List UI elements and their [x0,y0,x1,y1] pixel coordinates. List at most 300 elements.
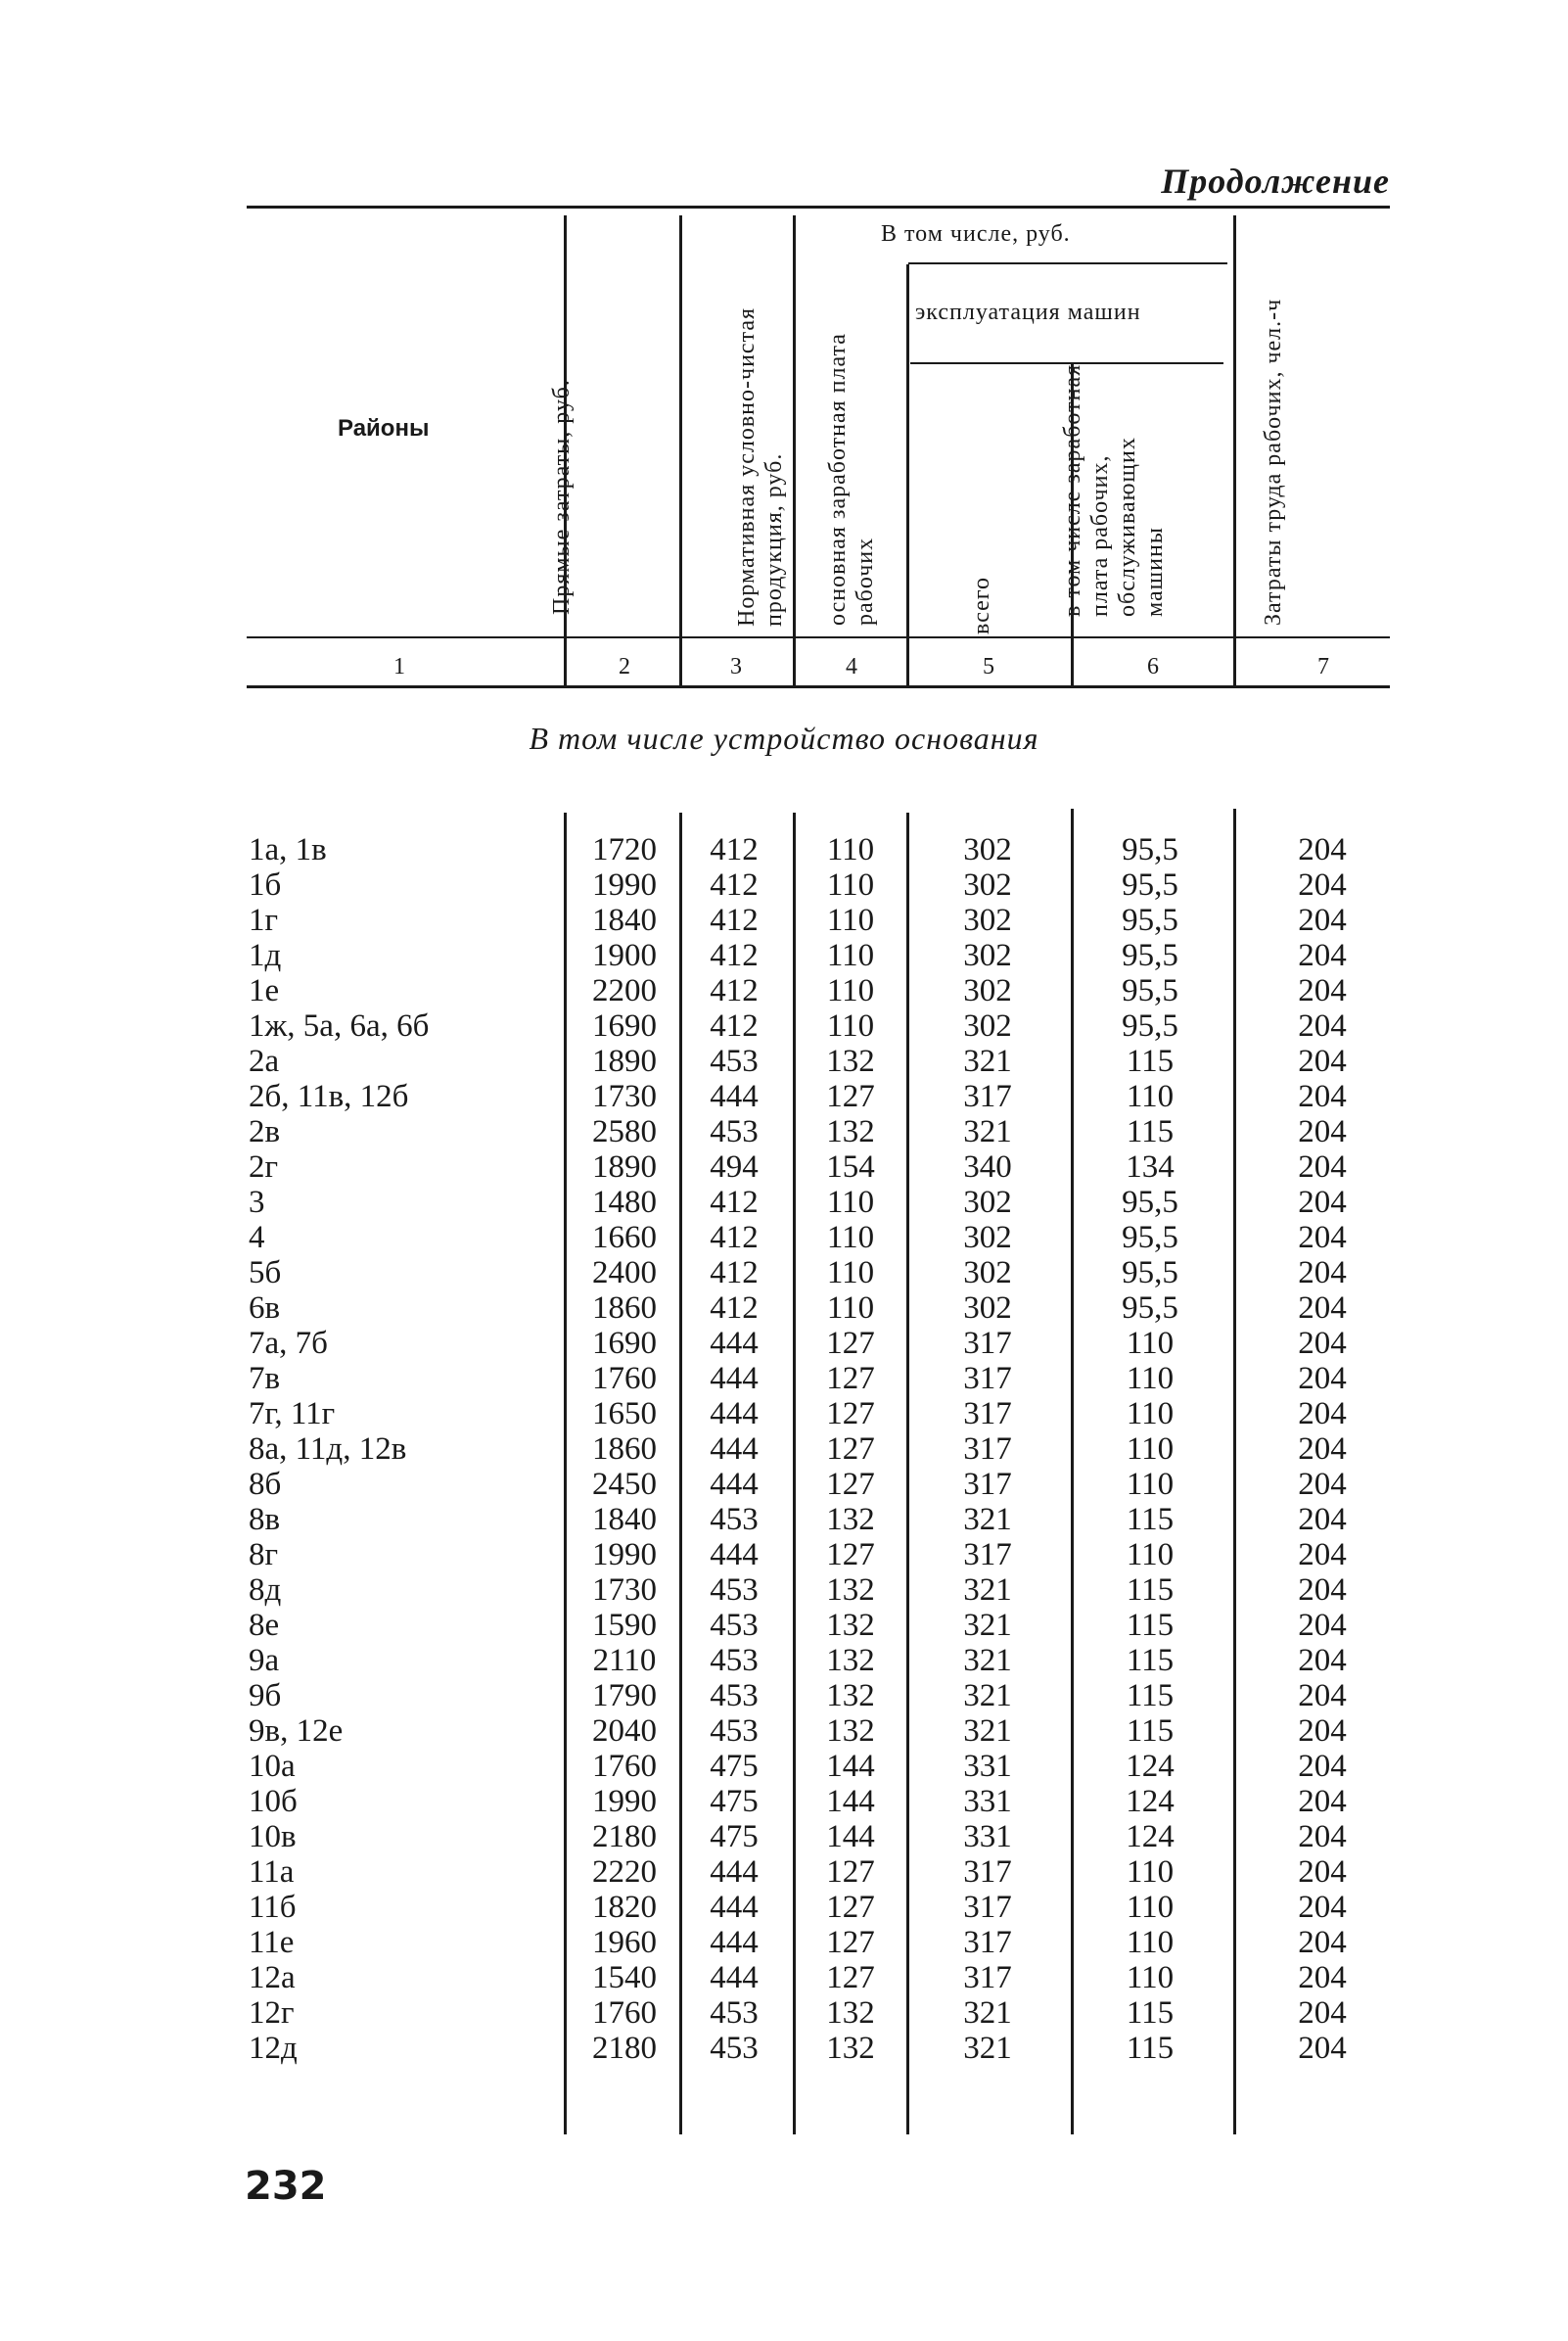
base-wages-cell: 132 [826,1044,875,1079]
region-cell: 2г [249,1149,279,1185]
machine-total-cell: 302 [963,938,1012,973]
labor-costs-cell: 204 [1298,1572,1347,1608]
region-cell: 8в [249,1502,281,1537]
table-row [0,903,1568,938]
machine-wages-cell: 115 [1126,1502,1175,1537]
base-wages-cell: 110 [826,1220,875,1255]
region-cell: 10в [249,1819,297,1854]
machine-wages-cell: 95,5 [1122,938,1178,973]
normative-output-cell: 444 [710,1537,759,1572]
machine-wages-cell: 95,5 [1122,1290,1178,1326]
labor-costs-cell: 204 [1298,1431,1347,1467]
table-row [0,1643,1568,1678]
column-number-6: 6 [1147,654,1159,679]
direct-costs-cell: 1480 [592,1185,657,1220]
labor-costs-cell: 204 [1298,1079,1347,1114]
machine-total-cell: 317 [963,1467,1012,1502]
header-regions: Районы [338,415,430,442]
normative-output-cell: 444 [710,1431,759,1467]
machine-wages-cell: 110 [1126,1396,1175,1431]
header-base-wages: основная заработная плата рабочих [825,333,878,626]
normative-output-cell: 475 [710,1749,759,1784]
machine-total-cell: 321 [963,1044,1012,1079]
header-direct-costs: Прямые затраты, руб. [549,379,575,615]
base-wages-cell: 127 [826,1079,875,1114]
base-wages-cell: 127 [826,1537,875,1572]
header-normative-output: Нормативная условно-чистая продукция, руб. [734,306,787,627]
base-wages-cell: 127 [826,1890,875,1925]
machine-wages-cell: 95,5 [1122,1220,1178,1255]
direct-costs-cell: 1860 [592,1431,657,1467]
direct-costs-cell: 1690 [592,1008,657,1044]
direct-costs-cell: 1760 [592,1361,657,1396]
direct-costs-cell: 1590 [592,1608,657,1643]
region-cell: 12д [249,2031,298,2066]
machine-wages-cell: 124 [1126,1749,1175,1784]
direct-costs-cell: 2180 [592,2031,657,2066]
machine-wages-cell: 115 [1126,1572,1175,1608]
machine-total-cell: 331 [963,1749,1012,1784]
region-cell: 7в [249,1361,281,1396]
machine-wages-cell: 110 [1126,1854,1175,1890]
labor-costs-cell: 204 [1298,1643,1347,1678]
table-row [0,1185,1568,1220]
table-row [0,1220,1568,1255]
labor-costs-cell: 204 [1298,1044,1347,1079]
normative-output-cell: 475 [710,1784,759,1819]
machine-total-cell: 321 [963,1502,1012,1537]
machine-total-cell: 317 [963,1960,1012,1995]
table-row [0,1044,1568,1079]
labor-costs-cell: 204 [1298,1396,1347,1431]
table-row [0,1995,1568,2031]
normative-output-cell: 412 [710,1008,759,1044]
machine-wages-cell: 95,5 [1122,1185,1178,1220]
base-wages-cell: 127 [826,1467,875,1502]
table-row [0,1114,1568,1149]
base-wages-cell: 127 [826,1361,875,1396]
direct-costs-cell: 2200 [592,973,657,1008]
normative-output-cell: 412 [710,1290,759,1326]
table-row [0,1713,1568,1749]
normative-output-cell: 412 [710,867,759,903]
section-title: В том числе устройство основания [529,721,1039,756]
direct-costs-cell: 1730 [592,1079,657,1114]
direct-costs-cell: 2220 [592,1854,657,1890]
base-wages-cell: 154 [826,1149,875,1185]
labor-costs-cell: 204 [1298,1149,1347,1185]
normative-output-cell: 444 [710,1361,759,1396]
labor-costs-cell: 204 [1298,1185,1347,1220]
machine-wages-cell: 115 [1126,1678,1175,1713]
machine-total-cell: 317 [963,1431,1012,1467]
table-row [0,1608,1568,1643]
machine-total-cell: 321 [963,2031,1012,2066]
table-row [0,938,1568,973]
region-cell: 1а, 1в [249,832,327,867]
normative-output-cell: 453 [710,1678,759,1713]
direct-costs-cell: 2180 [592,1819,657,1854]
column-number-4: 4 [846,654,857,679]
base-wages-cell: 127 [826,1925,875,1960]
normative-output-cell: 444 [710,1396,759,1431]
header-labor-costs: Затраты труда рабочих, чел.-ч [1261,298,1286,626]
machine-total-cell: 340 [963,1149,1012,1185]
machine-wages-cell: 115 [1126,2031,1175,2066]
base-wages-cell: 110 [826,1008,875,1044]
normative-output-cell: 453 [710,2031,759,2066]
labor-costs-cell: 204 [1298,1008,1347,1044]
labor-costs-cell: 204 [1298,1502,1347,1537]
table-row [0,973,1568,1008]
base-wages-cell: 132 [826,1995,875,2031]
direct-costs-cell: 1840 [592,903,657,938]
header-machine-operation: эксплуатация машин [915,300,1141,325]
table-row [0,2031,1568,2066]
machine-wages-cell: 95,5 [1122,867,1178,903]
machine-wages-cell: 115 [1126,1114,1175,1149]
machine-total-cell: 317 [963,1925,1012,1960]
table-row [0,867,1568,903]
column-number-1: 1 [393,654,405,679]
table-row [0,1890,1568,1925]
machine-total-cell: 302 [963,832,1012,867]
base-wages-cell: 110 [826,1290,875,1326]
normative-output-cell: 453 [710,1114,759,1149]
region-cell: 9а [249,1643,280,1678]
direct-costs-cell: 2450 [592,1467,657,1502]
normative-output-cell: 412 [710,938,759,973]
base-wages-cell: 144 [826,1819,875,1854]
table-row [0,1079,1568,1114]
region-cell: 8е [249,1608,280,1643]
machine-wages-cell: 115 [1126,1713,1175,1749]
labor-costs-cell: 204 [1298,1749,1347,1784]
table-row [0,1678,1568,1713]
table-row [0,832,1568,867]
machine-wages-cell: 95,5 [1122,973,1178,1008]
normative-output-cell: 444 [710,1326,759,1361]
normative-output-cell: 453 [710,1572,759,1608]
base-wages-cell: 144 [826,1784,875,1819]
table-row [0,1925,1568,1960]
labor-costs-cell: 204 [1298,1678,1347,1713]
base-wages-cell: 110 [826,1255,875,1290]
machine-total-cell: 302 [963,867,1012,903]
machine-wages-cell: 115 [1126,1044,1175,1079]
machine-total-cell: 302 [963,1290,1012,1326]
direct-costs-cell: 1990 [592,867,657,903]
normative-output-cell: 412 [710,832,759,867]
normative-output-cell: 412 [710,903,759,938]
direct-costs-cell: 2400 [592,1255,657,1290]
base-wages-cell: 127 [826,1431,875,1467]
direct-costs-cell: 1660 [592,1220,657,1255]
table-row [0,1008,1568,1044]
base-wages-cell: 132 [826,1678,875,1713]
machine-total-cell: 321 [963,1995,1012,2031]
machine-wages-cell: 134 [1126,1149,1175,1185]
column-number-3: 3 [730,654,742,679]
column-number-7: 7 [1317,654,1329,679]
region-cell: 8г [249,1537,279,1572]
machine-total-cell: 317 [963,1396,1012,1431]
header-divider-4 [906,264,909,685]
normative-output-cell: 444 [710,1467,759,1502]
base-wages-cell: 132 [826,1608,875,1643]
labor-costs-cell: 204 [1298,1925,1347,1960]
normative-output-cell: 453 [710,1608,759,1643]
labor-costs-cell: 204 [1298,938,1347,973]
base-wages-cell: 110 [826,903,875,938]
labor-costs-cell: 204 [1298,1819,1347,1854]
machine-wages-cell: 110 [1126,1079,1175,1114]
header-divider-6 [1233,215,1236,685]
machine-total-cell: 321 [963,1678,1012,1713]
base-wages-cell: 110 [826,867,875,903]
base-wages-cell: 127 [826,1960,875,1995]
header-top-rule [247,206,1390,209]
base-wages-cell: 132 [826,1713,875,1749]
direct-costs-cell: 1760 [592,1995,657,2031]
base-wages-cell: 110 [826,973,875,1008]
direct-costs-cell: 1900 [592,938,657,973]
region-cell: 12а [249,1960,296,1995]
normative-output-cell: 412 [710,1220,759,1255]
direct-costs-cell: 1860 [592,1290,657,1326]
machine-wages-cell: 110 [1126,1537,1175,1572]
table-row [0,1502,1568,1537]
machine-total-cell: 302 [963,973,1012,1008]
region-cell: 5б [249,1255,282,1290]
header-bottom-rule [247,636,1390,638]
machine-total-cell: 317 [963,1890,1012,1925]
machine-total-cell: 302 [963,903,1012,938]
machine-total-cell: 302 [963,1008,1012,1044]
labor-costs-cell: 204 [1298,2031,1347,2066]
machine-total-cell: 321 [963,1643,1012,1678]
region-cell: 11б [249,1890,297,1925]
machine-wages-cell: 115 [1126,1995,1175,2031]
region-cell: 6в [249,1290,281,1326]
normative-output-cell: 453 [710,1995,759,2031]
machine-total-cell: 317 [963,1079,1012,1114]
header-total: всего [969,576,994,634]
machine-total-cell: 321 [963,1608,1012,1643]
machine-total-cell: 331 [963,1784,1012,1819]
region-cell: 1д [249,938,282,973]
machine-total-cell: 331 [963,1819,1012,1854]
direct-costs-cell: 1760 [592,1749,657,1784]
labor-costs-cell: 204 [1298,1890,1347,1925]
machine-wages-cell: 110 [1126,1361,1175,1396]
machine-wages-cell: 110 [1126,1890,1175,1925]
region-cell: 2в [249,1114,281,1149]
labor-costs-cell: 204 [1298,1361,1347,1396]
table-row [0,1960,1568,1995]
normative-output-cell: 453 [710,1643,759,1678]
direct-costs-cell: 1720 [592,832,657,867]
region-cell: 7а, 7б [249,1326,328,1361]
region-cell: 1б [249,867,282,903]
normative-output-cell: 412 [710,1185,759,1220]
labor-costs-cell: 204 [1298,832,1347,867]
table-row [0,1290,1568,1326]
labor-costs-cell: 204 [1298,1114,1347,1149]
normative-output-cell: 475 [710,1819,759,1854]
machine-total-cell: 317 [963,1326,1012,1361]
column-number-5: 5 [983,654,994,679]
region-cell: 3 [249,1185,265,1220]
labor-costs-cell: 204 [1298,903,1347,938]
machine-wages-cell: 95,5 [1122,1008,1178,1044]
machine-total-cell: 317 [963,1537,1012,1572]
direct-costs-cell: 1820 [592,1890,657,1925]
continuation-label: Продолжение [1161,162,1390,201]
base-wages-cell: 110 [826,1185,875,1220]
direct-costs-cell: 1990 [592,1537,657,1572]
machine-wages-cell: 115 [1126,1643,1175,1678]
machine-total-cell: 302 [963,1220,1012,1255]
direct-costs-cell: 1890 [592,1044,657,1079]
normative-output-cell: 412 [710,973,759,1008]
region-cell: 2б, 11в, 12б [249,1079,409,1114]
table-row [0,1396,1568,1431]
labor-costs-cell: 204 [1298,1960,1347,1995]
base-wages-cell: 144 [826,1749,875,1784]
normative-output-cell: 444 [710,1925,759,1960]
labor-costs-cell: 204 [1298,1220,1347,1255]
labor-costs-cell: 204 [1298,973,1347,1008]
direct-costs-cell: 1890 [592,1149,657,1185]
normative-output-cell: 444 [710,1960,759,1995]
machine-total-cell: 321 [963,1572,1012,1608]
table-row [0,1255,1568,1290]
normative-output-cell: 444 [710,1890,759,1925]
direct-costs-cell: 1990 [592,1784,657,1819]
table-row [0,1361,1568,1396]
table-row [0,1431,1568,1467]
region-cell: 7г, 11г [249,1396,336,1431]
table-row [0,1537,1568,1572]
table-row [0,1854,1568,1890]
machine-wages-cell: 110 [1126,1467,1175,1502]
base-wages-cell: 127 [826,1326,875,1361]
table-row [0,1572,1568,1608]
header-divider-2 [679,215,682,685]
column-numbers-bottom-rule [247,685,1390,688]
normative-output-cell: 453 [710,1713,759,1749]
direct-costs-cell: 1790 [592,1678,657,1713]
normative-output-cell: 412 [710,1255,759,1290]
direct-costs-cell: 2110 [592,1643,657,1678]
direct-costs-cell: 1960 [592,1925,657,1960]
machine-total-cell: 317 [963,1854,1012,1890]
region-cell: 8д [249,1572,282,1608]
base-wages-cell: 110 [826,832,875,867]
direct-costs-cell: 1650 [592,1396,657,1431]
base-wages-cell: 127 [826,1396,875,1431]
header-including-rub: В том числе, руб. [881,221,1071,247]
data-table-body [0,832,1568,2066]
direct-costs-cell: 1690 [592,1326,657,1361]
machine-total-cell: 321 [963,1114,1012,1149]
base-wages-cell: 127 [826,1854,875,1890]
region-cell: 1г [249,903,279,938]
machine-wages-cell: 110 [1126,1960,1175,1995]
base-wages-cell: 132 [826,1643,875,1678]
table-row [0,1467,1568,1502]
normative-output-cell: 444 [710,1854,759,1890]
direct-costs-cell: 2040 [592,1713,657,1749]
labor-costs-cell: 204 [1298,1326,1347,1361]
region-cell: 10а [249,1749,296,1784]
labor-costs-cell: 204 [1298,1608,1347,1643]
region-cell: 11а [249,1854,295,1890]
region-cell: 9б [249,1678,282,1713]
machine-wages-cell: 115 [1126,1608,1175,1643]
normative-output-cell: 453 [710,1044,759,1079]
header-incl-wages-machine-workers: в том числе заработная плата рабочих, обслуживающих машины [1060,363,1168,617]
base-wages-cell: 132 [826,1114,875,1149]
region-cell: 1е [249,973,280,1008]
machine-total-cell: 321 [963,1713,1012,1749]
machine-total-cell: 317 [963,1361,1012,1396]
column-number-2: 2 [619,654,630,679]
direct-costs-cell: 1840 [592,1502,657,1537]
machine-wages-cell: 95,5 [1122,832,1178,867]
region-cell: 2а [249,1044,280,1079]
normative-output-cell: 444 [710,1079,759,1114]
region-cell: 8б [249,1467,282,1502]
base-wages-cell: 132 [826,2031,875,2066]
table-row [0,1326,1568,1361]
region-cell: 10б [249,1784,298,1819]
labor-costs-cell: 204 [1298,867,1347,903]
table-row [0,1149,1568,1185]
direct-costs-cell: 1730 [592,1572,657,1608]
machine-total-cell: 302 [963,1255,1012,1290]
labor-costs-cell: 204 [1298,1713,1347,1749]
table-row [0,1784,1568,1819]
direct-costs-cell: 1540 [592,1960,657,1995]
normative-output-cell: 494 [710,1149,759,1185]
machine-wages-cell: 124 [1126,1784,1175,1819]
region-cell: 12г [249,1995,295,2031]
labor-costs-cell: 204 [1298,1467,1347,1502]
table-row [0,1749,1568,1784]
direct-costs-cell: 2580 [592,1114,657,1149]
base-wages-cell: 132 [826,1502,875,1537]
labor-costs-cell: 204 [1298,1537,1347,1572]
sub-header-rule-machines [908,262,1227,264]
normative-output-cell: 453 [710,1502,759,1537]
region-cell: 1ж, 5а, 6а, 6б [249,1008,430,1044]
region-cell: 4 [249,1220,265,1255]
machine-wages-cell: 95,5 [1122,1255,1178,1290]
machine-wages-cell: 124 [1126,1819,1175,1854]
base-wages-cell: 110 [826,938,875,973]
base-wages-cell: 132 [826,1572,875,1608]
region-cell: 8а, 11д, 12в [249,1431,407,1467]
machine-wages-cell: 110 [1126,1431,1175,1467]
machine-total-cell: 302 [963,1185,1012,1220]
page-number: 232 [245,2164,327,2209]
region-cell: 9в, 12е [249,1713,344,1749]
labor-costs-cell: 204 [1298,1995,1347,2031]
machine-wages-cell: 95,5 [1122,903,1178,938]
region-cell: 11е [249,1925,295,1960]
